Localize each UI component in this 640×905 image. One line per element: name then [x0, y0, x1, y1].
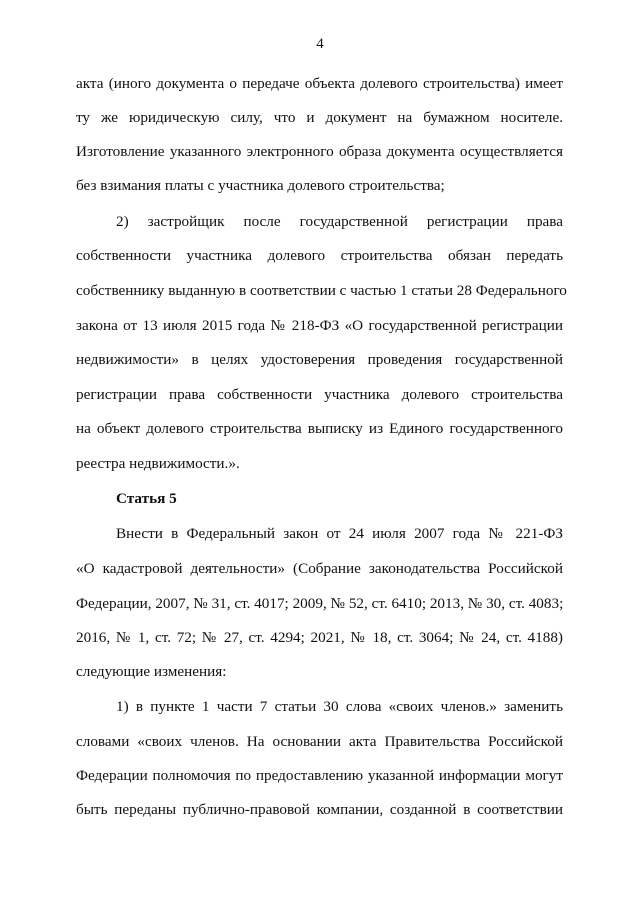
- text-line: 2) застройщик после государственной регистрации права: [116, 213, 563, 230]
- text-line: быть переданы публично-правовой компании, созданной в соответствии: [76, 801, 563, 818]
- text-line: собственнику выданную в соответствии с частью 1 статьи 28 Федерального: [76, 282, 567, 299]
- text-line: следующие изменения:: [76, 663, 227, 680]
- text-line: Изготовление указанного электронного образа документа осуществляется: [76, 143, 563, 160]
- text-line: Федерации, 2007, № 31, ст. 4017; 2009, № 52, ст. 6410; 2013, № 30, ст. 4083;: [76, 595, 564, 612]
- text-line: собственности участника долевого строительства обязан передать: [76, 247, 563, 264]
- text-line: 2016, № 1, ст. 72; № 27, ст. 4294; 2021, № 18, ст. 3064; № 24, ст. 4188): [76, 629, 563, 646]
- text-line: недвижимости» в целях удостоверения проведения государственной: [76, 351, 563, 368]
- text-line: реестра недвижимости.».: [76, 455, 240, 472]
- text-line: ту же юридическую силу, что и документ на бумажном носителе.: [76, 109, 563, 126]
- text-line: Федерации полномочия по предоставлению указанной информации могут: [76, 767, 563, 784]
- text-line: «О кадастровой деятельности» (Собрание законодательства Российской: [76, 560, 563, 577]
- text-line: закона от 13 июля 2015 года № 218-ФЗ «О государственной регистрации: [76, 317, 563, 334]
- text-line: на объект долевого строительства выписку из Единого государственного: [76, 420, 563, 437]
- article-heading: Статья 5: [116, 490, 177, 507]
- text-line: акта (иного документа о передаче объекта долевого строительства) имеет: [76, 75, 563, 92]
- text-line: словами «своих членов. На основании акта Правительства Российской: [76, 733, 563, 750]
- text-line: без взимания платы с участника долевого строительства;: [76, 177, 445, 194]
- text-line: 1) в пункте 1 части 7 статьи 30 слова «своих членов.» заменить: [116, 698, 563, 715]
- text-line: регистрации права собственности участника долевого строительства: [76, 386, 563, 403]
- text-line: Внести в Федеральный закон от 24 июля 2007 года № 221-ФЗ: [116, 525, 563, 542]
- page-number: 4: [316, 36, 324, 52]
